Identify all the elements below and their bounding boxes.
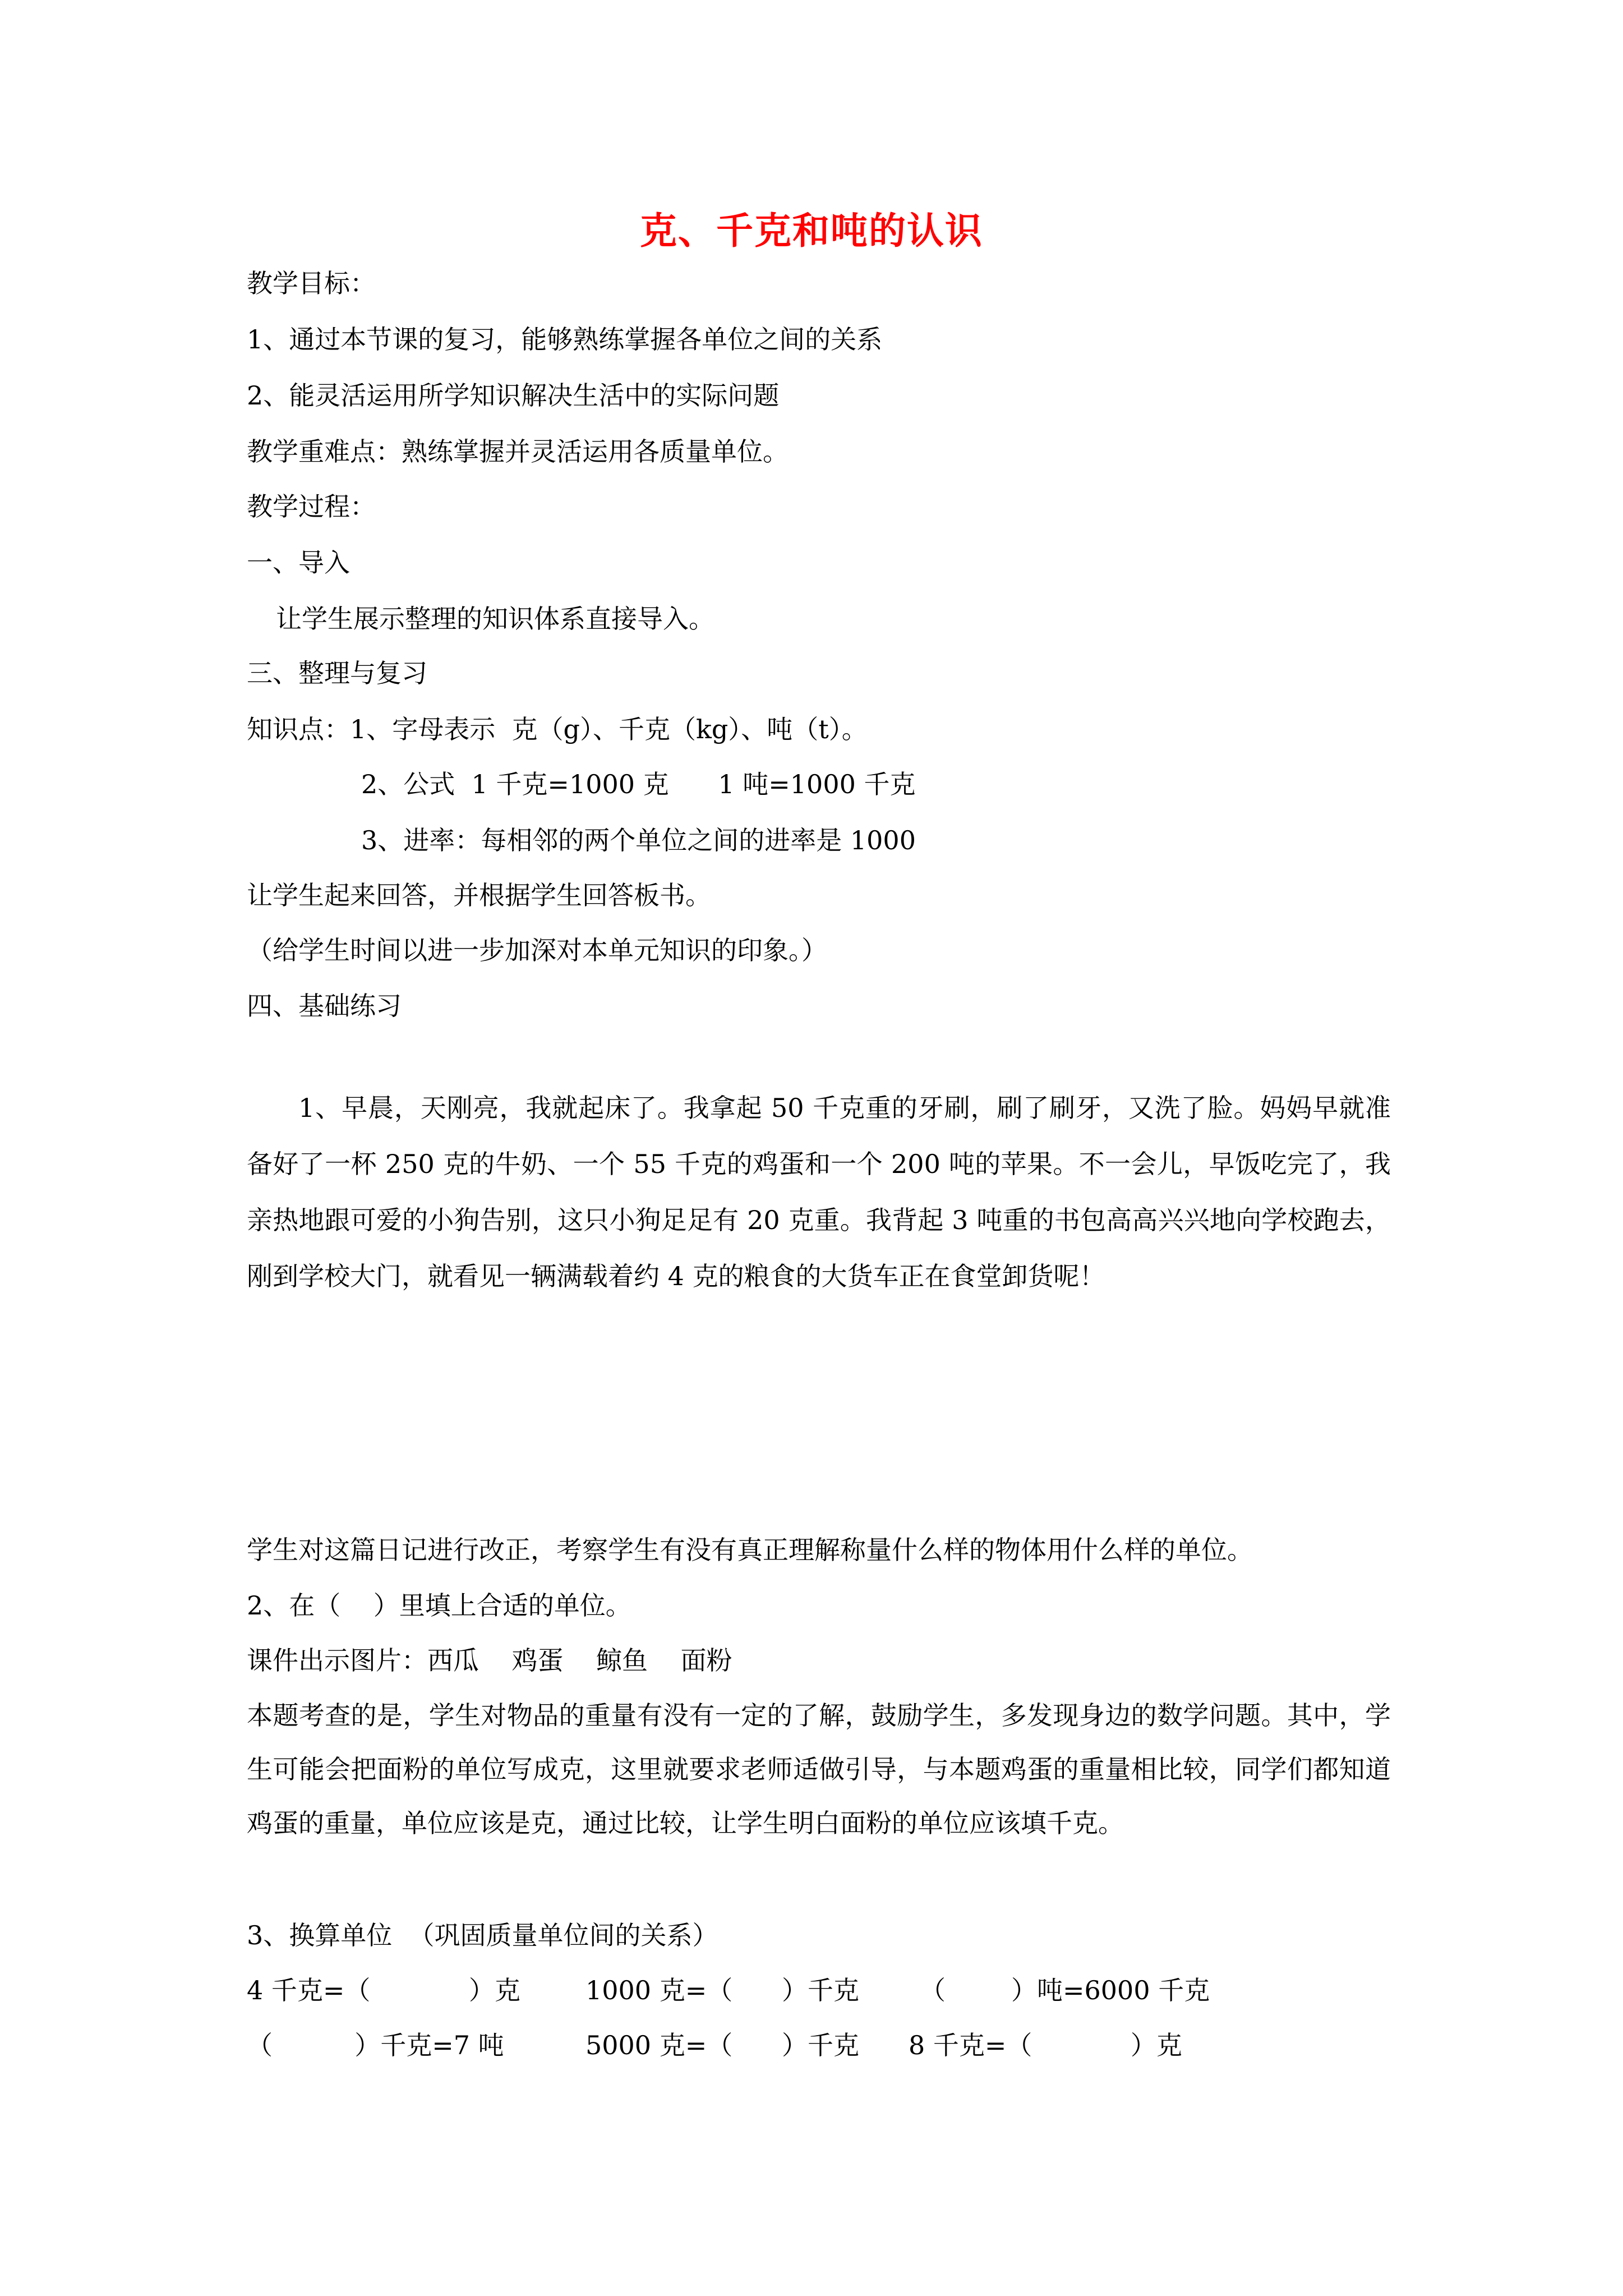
diary-note: 学生对这篇日记进行改正，考察学生有没有真正理解称量什么样的物体用什么样的单位。 bbox=[247, 1535, 1253, 1565]
document-title: 克、千克和吨的认识 bbox=[640, 209, 983, 252]
review-note-2: （给学生时间以进一步加深对本单元知识的印象。） bbox=[247, 935, 827, 965]
section-practice-heading: 四、基础练习 bbox=[247, 991, 402, 1021]
conversion-row2-col2: 5000 克=（ ）千克 bbox=[585, 2030, 859, 2060]
exercise-2-pictures: 课件出示图片：西瓜 鸡蛋 鲸鱼 面粉 bbox=[247, 1645, 732, 1676]
intro-text: 让学生展示整理的知识体系直接导入。 bbox=[276, 604, 714, 634]
objectives-heading: 教学目标： bbox=[247, 268, 376, 298]
section-review-heading: 三、整理与复习 bbox=[247, 658, 427, 688]
review-note-1: 让学生起来回答，并根据学生回答板书。 bbox=[247, 880, 711, 910]
objective-1: 1、通过本节课的复习，能够熟练掌握各单位之间的关系 bbox=[247, 324, 883, 355]
knowledge-point-3: 3、进率：每相邻的两个单位之间的进率是 1000 bbox=[361, 825, 916, 855]
conversion-row2-col1: （ ）千克=7 吨 bbox=[247, 2030, 504, 2060]
knowledge-point-1: 知识点：1、字母表示 克（g）、千克（kg）、吨（t）。 bbox=[247, 714, 868, 744]
conversion-row2-col3: 8 千克=（ ）克 bbox=[909, 2030, 1182, 2060]
exercise-2-heading: 2、在（ ）里填上合适的单位。 bbox=[247, 1590, 631, 1621]
diary-exercise: 1、早晨，天刚亮，我就起床了。我拿起 50 千克重的牙刷，刷了刷牙，又洗了脸。妈妈早就准备好了一杯 250 克的牛奶、一个 55 千克的鸡蛋和一个 200 吨的苹果。不一会儿，早饭吃完了，我亲热地跟可爱的小狗告别，这只小狗足足有 20 克重。我背起 3 吨重的书包高高兴兴地向学校跑去，刚到学校大门，就看见一辆满载着约 4 克的粮食的大货车正在食堂卸货呢！ bbox=[247, 1093, 1391, 1291]
knowledge-point-2: 2、公式 1 千克=1000 克 1 吨=1000 千克 bbox=[361, 769, 916, 799]
key-points: 教学重难点：熟练掌握并灵活运用各质量单位。 bbox=[247, 436, 789, 467]
objective-2: 2、能灵活运用所学知识解决生活中的实际问题 bbox=[247, 380, 780, 411]
conversion-row1-col2: 1000 克=（ ）千克 bbox=[585, 1975, 859, 2005]
conversion-row1-col1: 4 千克=（ ）克 bbox=[247, 1975, 520, 2005]
process-heading: 教学过程： bbox=[247, 491, 376, 522]
exercise-2-note: 本题考查的是，学生对物品的重量有没有一定的了解，鼓励学生，多发现身边的数学问题。其中，学生可能会把面粉的单位写成克，这里就要求老师适做引导，与本题鸡蛋的重量相比较，同学们都知道鸡蛋的重量，单位应该是克，通过比较，让学生明白面粉的单位应该填千克。 bbox=[247, 1700, 1391, 1838]
section-intro-heading: 一、导入 bbox=[247, 547, 350, 578]
exercise-3-heading: 3、换算单位 （巩固质量单位间的关系） bbox=[247, 1920, 718, 1950]
conversion-row1-col3: （ ）吨=6000 千克 bbox=[920, 1975, 1210, 2005]
